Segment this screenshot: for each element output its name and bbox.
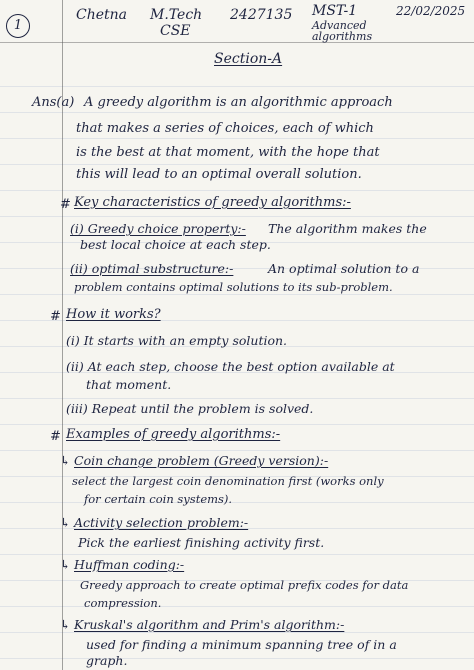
how-step: that moment. bbox=[86, 377, 172, 392]
how-step: (ii) At each step, choose the best option available at bbox=[66, 359, 395, 374]
student-name: Chetna bbox=[76, 7, 128, 23]
hash-bullet: # bbox=[50, 429, 61, 444]
example-line: Greedy approach to create optimal prefix codes for data bbox=[80, 578, 409, 592]
ruled-line bbox=[0, 606, 474, 607]
ruled-line bbox=[0, 112, 474, 113]
ruled-line bbox=[0, 424, 474, 425]
key-item-text: An optimal solution to a bbox=[268, 261, 420, 276]
ruled-line bbox=[0, 138, 474, 139]
arrow-bullet: ↳ bbox=[60, 557, 71, 572]
subject: Advanced algorithms bbox=[312, 19, 373, 43]
degree: M.Tech bbox=[150, 7, 203, 23]
key-item-continuation: best local choice at each step. bbox=[80, 237, 271, 252]
how-step: (iii) Repeat until the problem is solved. bbox=[66, 401, 314, 416]
key-item-text: The algorithm makes the bbox=[268, 221, 427, 236]
intro-line: this will lead to an optimal overall solution. bbox=[76, 167, 362, 182]
ruled-line bbox=[0, 554, 474, 555]
header-rule bbox=[0, 42, 474, 43]
ruled-line bbox=[0, 502, 474, 503]
exam-name: MST-1 bbox=[312, 3, 358, 19]
arrow-bullet: ↳ bbox=[60, 453, 71, 468]
intro-line: A greedy algorithm is an algorithmic approach bbox=[84, 95, 393, 110]
branch: CSE bbox=[160, 23, 191, 39]
ruled-line bbox=[0, 86, 474, 87]
page-number: 1 bbox=[6, 14, 30, 38]
ruled-line bbox=[0, 398, 474, 399]
example-line: compression. bbox=[84, 596, 162, 610]
roll-number: 2427135 bbox=[230, 7, 293, 23]
example-title: Activity selection problem:- bbox=[74, 515, 249, 530]
example-title: Kruskal's algorithm and Prim's algorithm:- bbox=[74, 617, 345, 632]
exam-date: 22/02/2025 bbox=[396, 4, 466, 18]
key-characteristics-heading: Key characteristics of greedy algorithms:- bbox=[74, 195, 351, 210]
example-title: Huffman coding:- bbox=[74, 557, 185, 572]
how-step: (i) It starts with an empty solution. bbox=[66, 333, 288, 348]
example-line: graph. bbox=[86, 653, 128, 668]
ruled-line bbox=[0, 450, 474, 451]
key-item-continuation: problem contains optimal solutions to its sub-problem. bbox=[74, 280, 393, 294]
example-title: Coin change problem (Greedy version):- bbox=[74, 453, 329, 468]
how-it-works-heading: How it works? bbox=[66, 307, 161, 322]
intro-line: that makes a series of choices, each of which bbox=[76, 121, 374, 136]
example-line: select the largest coin denomination first (works only bbox=[72, 474, 384, 488]
example-line: Pick the earliest finishing activity first. bbox=[78, 535, 325, 550]
ruled-line bbox=[0, 294, 474, 295]
arrow-bullet: ↳ bbox=[60, 617, 71, 632]
answer-label: Ans(a) bbox=[32, 95, 75, 110]
ruled-line bbox=[0, 658, 474, 659]
hash-bullet: # bbox=[50, 309, 61, 324]
ruled-line bbox=[0, 216, 474, 217]
example-line: used for finding a minimum spanning tree of in a bbox=[86, 637, 397, 652]
hash-bullet: # bbox=[60, 197, 71, 212]
section-title: Section-A bbox=[214, 51, 283, 67]
ruled-line bbox=[0, 164, 474, 165]
key-item-label: (i) Greedy choice property:- bbox=[70, 221, 246, 236]
arrow-bullet: ↳ bbox=[60, 515, 71, 530]
intro-line: is the best at that moment, with the hope that bbox=[76, 145, 380, 160]
ruled-line bbox=[0, 632, 474, 633]
example-line: for certain coin systems). bbox=[84, 492, 233, 506]
key-item-label: (ii) optimal substructure:- bbox=[70, 261, 234, 276]
ruled-line bbox=[0, 190, 474, 191]
examples-heading: Examples of greedy algorithms:- bbox=[66, 427, 281, 442]
